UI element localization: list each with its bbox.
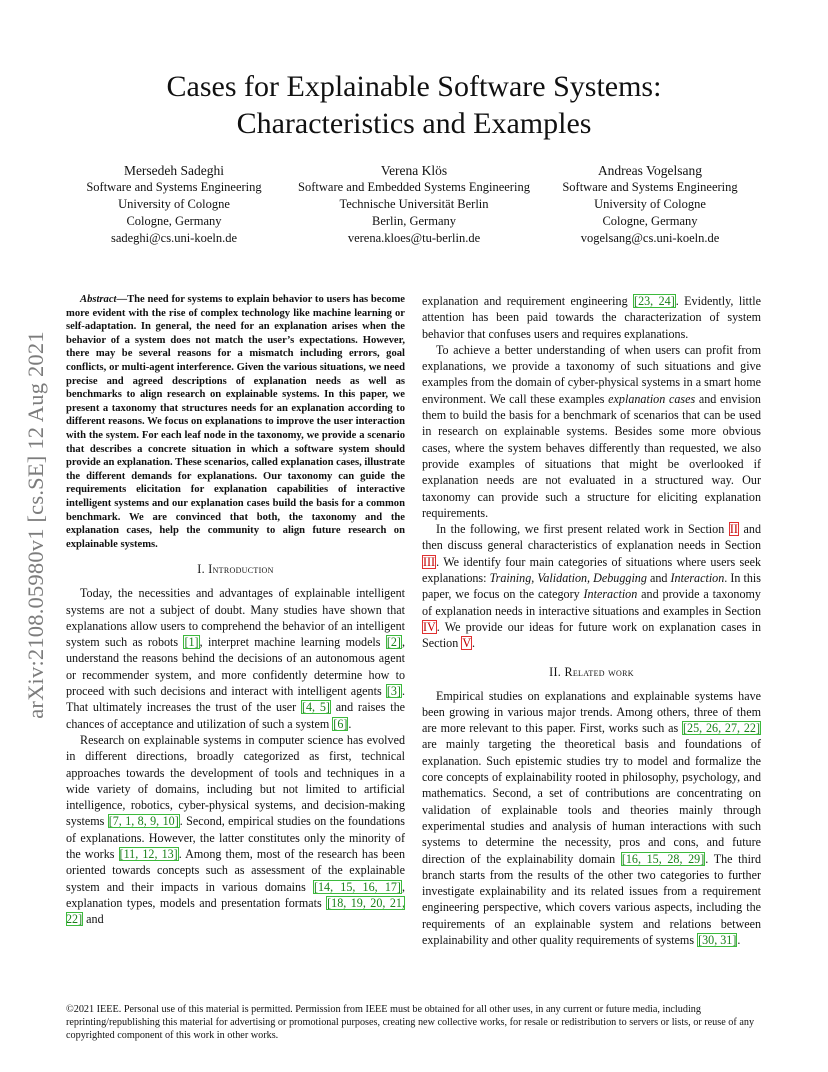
right-paragraph-2 <box>422 342 761 521</box>
section-link[interactable]: IV <box>423 619 436 634</box>
author-email[interactable]: verena.kloes@tu-berlin.de <box>347 231 481 245</box>
emphasis: Interaction <box>583 587 638 602</box>
text-run: , explanation types, models and presentation formats <box>66 879 405 910</box>
text-run: . <box>472 636 476 651</box>
arxiv-stamp <box>22 290 50 760</box>
text-run: and <box>83 912 104 927</box>
author-location: Berlin, Germany <box>371 214 456 228</box>
section-title: Related work <box>564 664 634 679</box>
citation-link[interactable]: [2] <box>386 635 401 650</box>
author-organization: University of Cologne <box>118 197 230 211</box>
text-run: Empirical studies on explanations and explainable systems have been growing in various major trends. Among others, three of them are more relevant to this paper. First, works such as <box>422 688 761 736</box>
emphasis: Training, Validation, Debugging <box>489 571 647 586</box>
text-run: explanation and requirement engineering <box>422 294 634 308</box>
section-link[interactable]: V <box>462 636 472 651</box>
emphasis: Interaction <box>670 571 725 586</box>
text-run: and <box>646 571 671 586</box>
author-location: Cologne, Germany <box>602 214 698 228</box>
text-run: and then discuss general characteristics of explanation needs in Section <box>422 522 761 553</box>
citation-link[interactable]: [30, 31] <box>698 932 737 947</box>
arxiv-identifier[interactable]: arXiv:2108.05980v1 [cs.SE] 12 Aug 2021 <box>23 331 48 719</box>
section-link[interactable]: II <box>729 522 738 537</box>
author-organization: Technische Universität Berlin <box>339 197 489 211</box>
author-name: Andreas Vogelsang <box>597 163 703 178</box>
text-run: Today, the necessities and advantages of explainable intelligent systems are not a subject of doubt. Many studies have shown that explanations allow users to comprehend the behavior of an intelligent system such as robots <box>66 586 405 650</box>
text-run: . Second, empirical studies on the foundations of explanations. However, the latter constitutes only the minority of the works <box>66 814 405 862</box>
text-run: and provide a taxonomy of explanation needs in interactive situations and examples in Section <box>422 587 761 618</box>
author-3 <box>562 162 737 247</box>
text-run: To achieve a better understanding of when users can profit from explanations, we provide a taxonomy of such situations and give examples from the domain of cyber-physical systems in a smart home environment. We call these examples <box>422 342 761 406</box>
right-paragraph-1 <box>422 293 761 342</box>
author-2 <box>298 162 530 247</box>
section-number: I. <box>197 562 209 577</box>
citation-link[interactable]: [1] <box>184 635 199 650</box>
section-heading-related-work <box>422 665 761 680</box>
author-department: Software and Systems Engineering <box>86 180 262 194</box>
text-run: . In this paper, we focus on the category <box>422 571 762 602</box>
section-title: Introduction <box>208 562 274 577</box>
left-column <box>66 293 405 928</box>
intro-paragraph-2 <box>66 732 405 928</box>
citation-link[interactable]: [3] <box>386 684 401 699</box>
text-run: In the following, we first present related work in Section <box>436 522 729 537</box>
text-run: . We identify four main categories of situations where users seek explanations: <box>422 554 761 586</box>
text-run: are mainly targeting the theoretical basis and foundations of explanation. Such epistemic studies try to model and formalize the core concepts of explainability rooted in philosophy, psychology, and mathematics. Second, a set of contributions are concentrating on validation of explainable tools and theories mainly through experimental studies and analysis of human interactions with such systems to determine the necessity, pros and cons, and future direction of the explainability domain <box>422 737 761 866</box>
citation-link[interactable]: [25, 26, 27, 22] <box>683 721 761 736</box>
author-email[interactable]: sadeghi@cs.uni-koeln.de <box>110 231 238 245</box>
text-run: Research on explainable systems in computer science has evolved in different directions, broadly categorized as first, technical approaches towards the development of tools and techniques in a wide variety of domains, including but not limited to artificial intelligence, robotics, cyber-physical systems, and decision-making systems <box>66 732 405 829</box>
text-run: . That ultimately increases the trust of the user <box>66 684 405 715</box>
abstract <box>66 293 405 551</box>
author-department: Software and Systems Engineering <box>562 180 738 194</box>
text-run: , interpret machine learning models <box>199 635 386 650</box>
text-run: , understand the reasons behind the decisions of an autonomous agent or recommender system, and more confidently determine how to proceed with such decisions and interact with intelligent agents <box>66 635 405 699</box>
citation-link[interactable]: [23, 24] <box>634 294 675 308</box>
text-run: . <box>348 716 352 731</box>
text-run: and envision them to build the basis for a benchmark of scenarios that can be used in research on explainable systems. Besides some more obvious cases, where the system behaves differently than requested, we also provide examples of situations that might be overlooked if explanation needs are not evaluated in a structured way. Our taxonomy can provide such a structure for eliciting explanation requirements. <box>422 391 761 520</box>
author-name: Mersedeh Sadeghi <box>123 163 225 178</box>
author-department: Software and Embedded Systems Engineering <box>298 180 530 194</box>
right-column <box>422 293 761 948</box>
title-line-1: Cases for Explainable Software Systems: <box>166 70 662 103</box>
text-run: . Evidently, little attention has been paid towards the characterization of system behavior that confuses users and requires explanations. <box>422 294 762 341</box>
title-line-2: Characteristics and Examples <box>236 107 592 140</box>
abstract-text: —The need for systems to explain behavior to users has become more evident with the rise of complex technology like machine learning or self-adaptation. In general, the need for an explanation arises when the behavior of a system does not match the user’s expectations. However, there may be several reasons for a mismatch including errors, goal conflicts, or multi-agent interference. Given the various situations, we need precise and agreed descriptions of explanation needs as well as benchmarks to align research on explainable systems. In this paper, we present a taxonomy that structures needs for an explanation according to different reasons. We focus on explanations to improve the user interaction with the system. For each leaf node in the taxonomy, we provide a scenario that describes a concrete situation in which a software system should provide an explanation. These scenarios, called explanation cases, illustrate the different demands for explanations. Our taxonomy can guide the requirements elicitation for explanation capabilities of interactive intelligent systems and our explanation cases build the basis for a common benchmark. We are convinced that both, the taxonomy and the explanation cases, help the community to align future research on explainable systems. <box>66 294 405 550</box>
citation-link[interactable]: [16, 15, 28, 29] <box>621 851 705 866</box>
author-name: Verena Klös <box>380 163 448 178</box>
emphasis: explanation cases <box>608 391 696 406</box>
author-organization: University of Cologne <box>594 197 706 211</box>
text-run: . The third branch starts from the results of the other two categories to further investigate explainability and its related issues from a requirement engineering perspective, which covers various aspects, including the requirements of an explainable system and relations between explainability and other quality requirements of systems <box>422 851 761 947</box>
text-run: and raises the chances of acceptance and utilization of such a system <box>66 700 406 731</box>
citation-link[interactable]: [18, 19, 20, 21, 22] <box>66 895 405 927</box>
intro-paragraph-1 <box>66 585 405 732</box>
section-link[interactable]: III <box>423 554 436 569</box>
author-1 <box>86 162 261 247</box>
text-run: . We provide our ideas for future work on explanation cases in Section <box>422 619 761 651</box>
text-run: . Among them, most of the research has been oriented towards concepts such as assessment of the explainable system and their impacts in various domains <box>66 847 405 894</box>
author-location: Cologne, Germany <box>126 214 222 228</box>
author-email[interactable]: vogelsang@cs.uni-koeln.de <box>580 231 720 245</box>
copyright-notice: ©2021 IEEE. Personal use of this material is permitted. Permission from IEEE must be obtained for all other uses, in any current or future media, including reprinting/republishing this material for advertising or promotional purposes, creating new collective works, for resale or redistribution to servers or lists, or reuse of any copyrighted component of this work in other works. <box>66 1004 755 1042</box>
citation-link[interactable]: [6] <box>333 716 348 731</box>
right-paragraph-3 <box>422 521 761 651</box>
citation-link[interactable]: [7, 1, 8, 9, 10] <box>108 814 179 829</box>
citation-link[interactable]: [4, 5] <box>301 700 330 715</box>
related-work-paragraph <box>422 688 761 949</box>
abstract-label: Abstract <box>80 294 117 305</box>
citation-link[interactable]: [14, 15, 16, 17] <box>313 879 401 894</box>
section-number: II. <box>549 664 565 679</box>
section-heading-introduction <box>66 562 405 577</box>
citation-link[interactable]: [11, 12, 13] <box>119 847 178 862</box>
paper-title <box>60 68 768 142</box>
text-run: . <box>737 932 741 947</box>
